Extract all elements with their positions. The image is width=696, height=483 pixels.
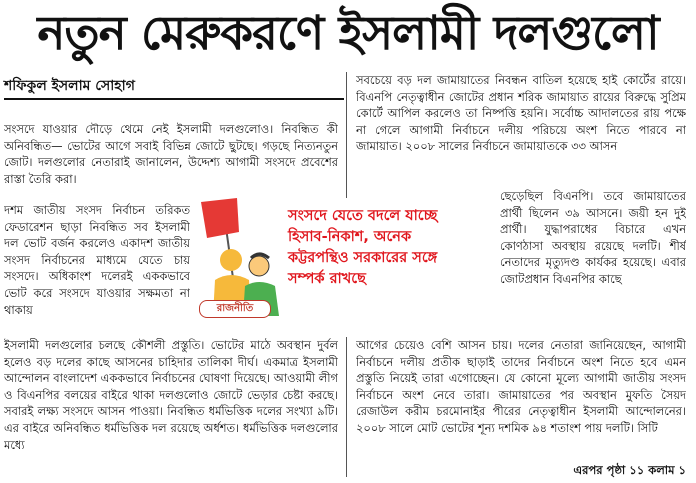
headline: নতুন মেরুকরণে ইসলামী দলগুলো	[37, 6, 659, 61]
article-text-bottom-right	[356, 337, 686, 457]
continued-note: এরপর পৃষ্ঠা ১১ কলাম ১	[573, 463, 686, 477]
article-text-bottom-left	[4, 337, 338, 474]
paragraph: সংসদে যাওয়ার দৌড়ে থেমে নেই ইসলামী দলগুলোও। নিবন্ধিত কী অনিবন্ধিত— ভোটের আগে সবাই বিভিন্ন জোটে ছুটছে। গড়ছে নিত্যনতুন জোট। দলগুলোর নেতারাই জানালেন, উদ্দেশ্য আগামী সংসদে প্রবেশের রাস্তা তৈরি করা।	[4, 122, 338, 186]
pull-quote-line: কট্টরপন্থিও সরকারের সঙ্গে	[288, 250, 438, 266]
paragraph: দশম জাতীয় সংসদ নির্বাচন তরিকত ফেডারেশন ছাড়া নিবন্ধিত সব ইসলামী দল ভোট বর্জন করলেও একাদশ জাতীয় সংসদ নির্বাচনের মাধ্যমে যেতে চায় সংসদে। অধিকাংশ দলেরই এককভাবে ভোট করে সংসদে যাওয়ার সক্ষমতা না থাকায়	[4, 203, 190, 317]
pull-quote-line: সংসদে যেতে বদলে যাচ্ছে	[288, 208, 438, 224]
byline-rule	[4, 98, 344, 100]
paragraph: আগের চেয়েও বেশি আসন চায়। দলের নেতারা জানিয়েছেন, আগামী নির্বাচনে দলীয় প্রতীক ছাড়াই তাদের নির্বাচনে অংশ নিতে হবে এমন প্রস্তুতি নিয়েই তারা এগোচ্ছেন। যে কোনো মূল্যে আগামী জাতীয় সংসদ নির্বাচনে অংশ নেবে তারা। জামায়াতের পর অবস্থান মুফতি সৈয়দ রেজাউল করীম চরমোনাইর পীরের নেতৃত্বাধীন ইসলামী আন্দোলনের। ২০০৮ সালে মোট ভোটের শূন্য দশমিক ৯৪ শতাংশ পায় দলটি। সিটি	[356, 338, 686, 435]
article-text-right-mid	[500, 188, 686, 338]
pull-quote	[288, 206, 502, 290]
article-text-right-top	[356, 72, 686, 189]
paragraph: ছেড়েছিল বিএনপি। তবে জামায়াতের প্রার্থী ছিলেন ৩৯ আসনে। জয়ী হন দুই প্রার্থী। যুদ্ধাপরাধের বিচারে এখন কোণঠাসা অবস্থায় রয়েছে দলটি। শীর্ষ নেতাদের মৃত্যুদণ্ড কার্যকর হয়েছে। এবার জোটপ্রধান বিএনপির কাছে	[500, 189, 686, 286]
byline-block	[4, 74, 344, 100]
pull-quote-line: হিসাব-নিকাশ, অনেক	[288, 229, 412, 245]
article-text-left-mid	[4, 202, 190, 335]
pull-quote-line: সম্পর্ক রাখছে	[288, 271, 366, 287]
section-badge: রাজনীতি	[199, 300, 271, 318]
article-text-left-top	[4, 121, 338, 201]
paragraph: ইসলামী দলগুলোর চলছে কৌশলী প্রস্তুতি। ভোটের মাঠে অবস্থান দুর্বল হলেও বড় দলের কাছে আসনের চাহিদার তালিকা দীর্ঘ। একমাত্র ইসলামী আন্দোলন বাংলাদেশ এককভাবে নির্বাচনের ঘোষণা দিয়েছে। আওয়ামী লীগ ও বিএনপির বলয়ের বাইরে থাকা দলগুলোও জোটে ভেড়ার চেষ্টা করছে। সবারই লক্ষ্য সংসদে আসন পাওয়া। নিবন্ধিত ধর্মভিত্তিক দলের সংখ্যা ৯টি। এর বাইরে অনিবন্ধিত ধর্মভিত্তিক দল রয়েছে অর্ধশত। ধর্মভিত্তিক দলগুলোর মধ্যে	[4, 338, 338, 452]
column-divider-lower	[346, 337, 347, 477]
column-divider	[346, 72, 347, 198]
byline: শফিকুল ইসলাম সোহাগ	[4, 78, 135, 94]
paragraph: সবচেয়ে বড় দল জামায়াতের নিবন্ধন বাতিল হয়েছে হাই কোর্টের রায়ে। বিএনপি নেতৃত্বাধীন জোটের প্রধান শরিক জামায়াত রায়ের বিরুদ্ধে সুপ্রিম কোর্টে আপিল করলেও তা নিষ্পত্তি হয়নি। সর্বোচ্চ আদালতের রায় পক্ষে না গেলে আগামী নির্বাচনে দলীয় পরিচয়ে অংশ নিতে পারবে না জামায়াত। ২০০৮ সালের নির্বাচনে জামায়াতকে ৩৩ আসন	[356, 73, 686, 154]
